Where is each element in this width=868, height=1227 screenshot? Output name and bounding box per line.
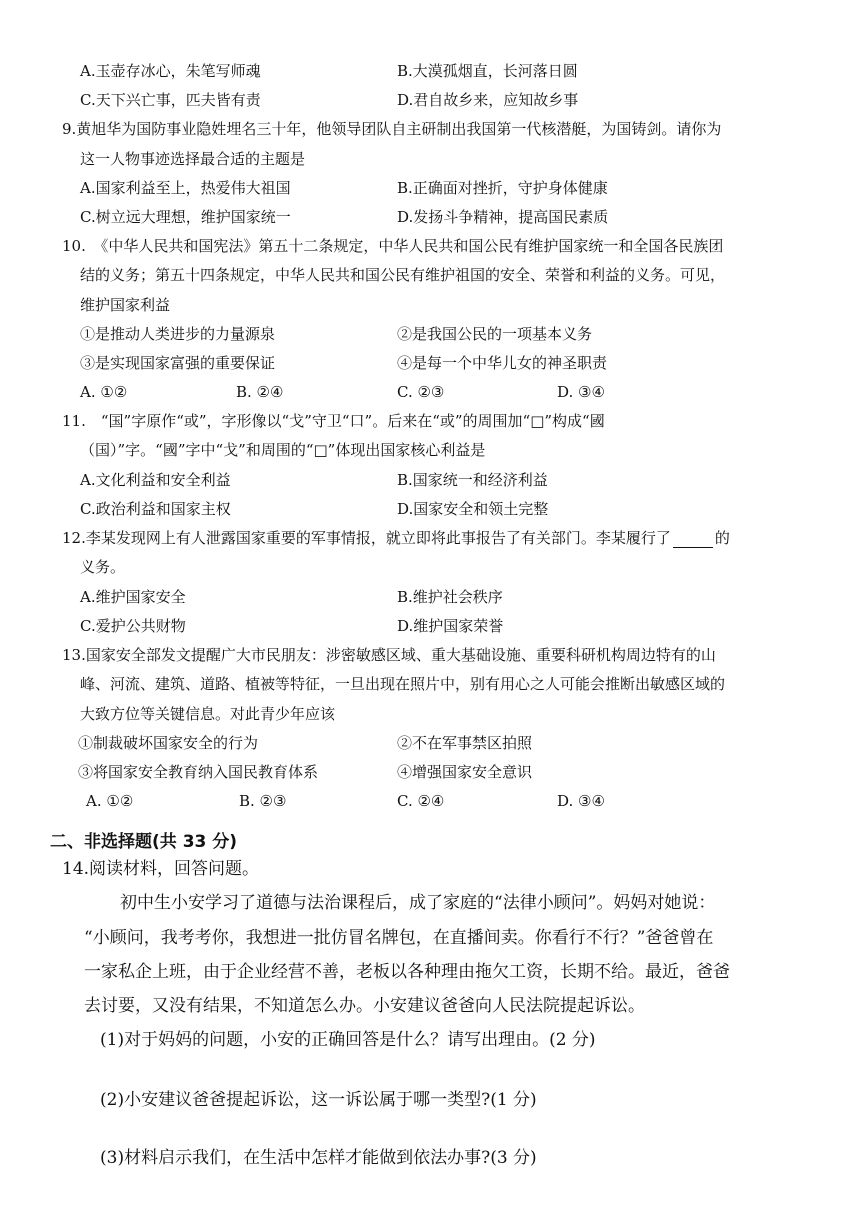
q10-option-b: B. ②④: [236, 383, 284, 401]
q12-answer-blank: [673, 529, 713, 548]
q12-option-b: B.维护社会秩序: [397, 588, 503, 606]
q10-option-a: A. ①②: [80, 383, 128, 401]
q9-option-a: A.国家利益至上，热爱伟大祖国: [80, 179, 291, 197]
q11-option-d: D.国家安全和领土完整: [397, 500, 549, 518]
q10-option-c: C. ②③: [397, 383, 445, 401]
q10-stem-line2: 结的义务；第五十四条规定，中华人民共和国公民有维护祖国的安全、荣誉和利益的义务。可见，: [80, 266, 726, 284]
q10-statement-1: ①是推动人类进步的力量源泉: [80, 325, 276, 343]
q9-stem-line1: 9.黄旭华为国防事业隐姓埋名三十年，他领导团队自主研制出我国第一代核潜艇，为国铸剑。请你为: [62, 120, 722, 138]
q14-subquestion-3: (3)材料启示我们，在生活中怎样才能做到依法办事?(3 分): [100, 1148, 537, 1168]
q13-statement-2: ②不在军事禁区拍照: [397, 734, 533, 752]
q8-option-d: D.君自故乡来，应知故乡事: [397, 91, 579, 109]
q8-option-b: B.大漠孤烟直，长河落日圆: [397, 62, 578, 80]
q10-statement-4: ④是每一个中华儿女的神圣职责: [397, 354, 608, 372]
q9-option-b: B.正确面对挫折，守护身体健康: [397, 179, 608, 197]
q12-stem-text: 12.李某发现网上有人泄露国家重要的军事情报，就立即将此事报告了有关部门。李某履行了: [62, 529, 671, 547]
q11-stem-line2: （国）”字。“國”字中“戈”和周围的“□”体现出国家核心利益是: [80, 441, 486, 459]
q11-option-c: C.政治利益和国家主权: [80, 500, 231, 518]
q12-stem-tail: 的: [714, 529, 730, 547]
q14-material-line1: 初中生小安学习了道德与法治课程后，成了家庭的“法律小顾问”。妈妈对她说：: [120, 893, 716, 913]
q14-material-line2: “小顾问，我考考你，我想进一批仿冒名牌包，在直播间卖。你看行不行？”爸爸曾在: [84, 928, 714, 948]
q12-option-d: D.维护国家荣誉: [397, 617, 504, 635]
q13-stem-line2: 峰、河流、建筑、道路、植被等特征，一旦出现在照片中，别有用心之人可能会推断出敏感区域的: [80, 675, 726, 693]
q13-statement-1: ①制裁破坏国家安全的行为: [78, 734, 259, 752]
q14-material-line3: 一家私企上班，由于企业经营不善，老板以各种理由拖欠工资，长期不给。最近，爸爸: [84, 962, 730, 982]
q11-option-b: B.国家统一和经济利益: [397, 471, 548, 489]
q14-subquestion-1: (1)对于妈妈的问题，小安的正确回答是什么？请写出理由。(2 分): [100, 1030, 596, 1050]
q13-option-a: A. ①②: [86, 792, 134, 810]
q9-option-c: C.树立远大理想，维护国家统一: [80, 208, 291, 226]
q10-statement-2: ②是我国公民的一项基本义务: [397, 325, 593, 343]
q9-option-d: D.发扬斗争精神，提高国民素质: [397, 208, 609, 226]
q10-statement-3: ③是实现国家富强的重要保证: [80, 354, 276, 372]
q12-option-a: A.维护国家安全: [80, 588, 186, 606]
q13-stem-line1: 13.国家安全部发文提醒广大市民朋友：涉密敏感区域、重大基础设施、重要科研机构周边特有的山: [62, 646, 716, 664]
q8-option-c: C.天下兴亡事，匹夫皆有责: [80, 91, 261, 109]
q11-stem-line1: 11. “国”字原作“或”，字形像以“戈”守卫“口”。后来在“或”的周围加“□”构成“國: [62, 412, 605, 430]
q14-title: 14.阅读材料，回答问题。: [62, 859, 260, 879]
q13-option-d: D. ③④: [557, 792, 605, 810]
q14-subquestion-2: (2)小安建议爸爸提起诉讼，这一诉讼属于哪一类型?(1 分): [100, 1090, 537, 1110]
q10-stem-line1: 10. 《中华人民共和国宪法》第五十二条规定，中华人民共和国公民有维护国家统一和全国各民族团: [62, 237, 724, 255]
q13-statement-4: ④增强国家安全意识: [397, 763, 533, 781]
q10-stem-line3: 维护国家利益: [80, 296, 171, 314]
q12-option-c: C.爱护公共财物: [80, 617, 186, 635]
q13-stem-line3: 大致方位等关键信息。对此青少年应该: [80, 705, 336, 723]
q13-statement-3: ③将国家安全教育纳入国民教育体系: [78, 763, 319, 781]
q10-option-d: D. ③④: [557, 383, 605, 401]
q11-option-a: A.文化利益和安全利益: [80, 471, 231, 489]
q13-option-c: C. ②④: [397, 792, 445, 810]
q14-material-line4: 去讨要，又没有结果，不知道怎么办。小安建议爸爸向人民法院提起诉讼。: [84, 996, 645, 1016]
section-heading: 二、非选择题(共 33 分): [50, 832, 238, 852]
q12-stem-line1: [62, 529, 730, 548]
q13-option-b: B. ②③: [239, 792, 287, 810]
q9-stem-line2: 这一人物事迹选择最合适的主题是: [80, 150, 306, 168]
q8-option-a: A.玉壶存冰心，朱笔写师魂: [80, 62, 261, 80]
q12-stem-line2: 义务。: [80, 558, 126, 576]
